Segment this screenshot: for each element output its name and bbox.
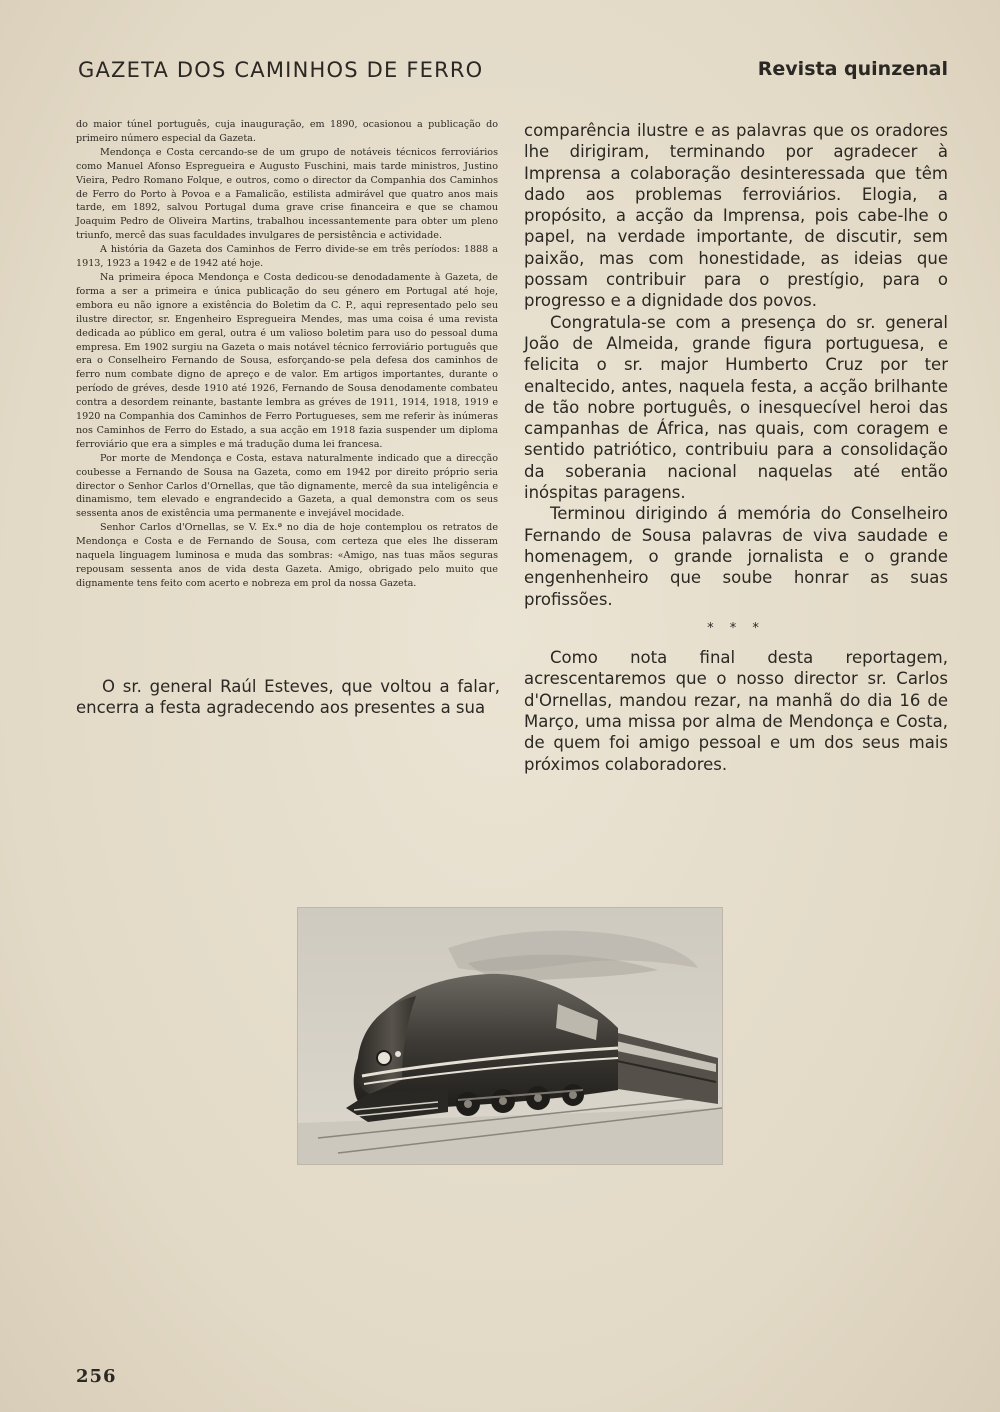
publication-subtitle: Revista quinzenal <box>757 58 948 80</box>
paragraph: Terminou dirigindo á memória do Conselheiro Fernando de Sousa palavras de viva saudade e homenagem, o grande jornalista e o grande engenhenheiro que soube honrar as suas profissões. <box>524 504 948 609</box>
report-column-right <box>524 120 948 775</box>
section-separator: * * * <box>707 620 765 636</box>
paragraph: comparência ilustre e as palavras que os oradores lhe dirigiram, terminando por agradecer à Imprensa a colaboração desinteressada que têm dado aos problemas ferroviários. Elogia, a propósito, a acção da Imprensa, pois cabe-lhe o papel, na verdade importante, de discutir, sem paixão, mas com honestidade, as ideias que possam contribuir para o prestígio, para o progresso e a dignidade dos povos. <box>524 121 948 311</box>
speech-transcript-column <box>76 118 498 591</box>
paragraph: Na primeira época Mendonça e Costa dedicou-se denodadamente à Gazeta, de forma a ser a primeira e única publicação do seu género em Portugal até hoje, embora eu não ignore a existência do Boletim da C. P., aqui representado pelo seu ilustre director, sr. Engenheiro Espregueira Mendes, mas uma coisa é uma revista dedicada ao público em geral, outra é um valioso boletim para uso do pessoal duma empresa. Em 1902 surgiu na Gazeta o mais notável técnico ferroviário português que era o Conselheiro Fernando de Sousa, esforçando-se pela defesa dos caminhos de ferro num combate digno de apreço e de valor. Em artigos importantes, durante o período de gréves, desde 1910 até 1926, Fernando de Sousa denodamente combateu contra a desordem reinante, bastante lembra as gréves de 1911, 1914, 1918, 1919 e 1920 na Companhia dos Caminhos de Ferro Portugueses, sem me referir às inúmeras nos Caminhos de Ferro do Estado, a sua acção em 1918 fazia suspender um diploma ferroviário que era a simples e má tradução duma lei francesa. <box>76 271 498 450</box>
report-column-left <box>76 676 500 718</box>
paragraph: Por morte de Mendonça e Costa, estava naturalmente indicado que a direcção coubesse a Fernando de Sousa na Gazeta, como em 1942 por direito próprio seria director o Senhor Carlos d'Ornellas, que tão dignamente, mercê da sua inteligência e dinamismo, tem elevado e engrandecido a Gazeta, a qual demonstra com os seus sessenta anos de existência uma permanente e invejável mocidade. <box>76 452 498 520</box>
paragraph: Congratula-se com a presença do sr. general João de Almeida, grande figura portuguesa, e felicita o sr. major Humberto Cruz por ter enaltecido, antes, naquela festa, a acção brilhante de tão nobre português, o inesquecível heroi das campanhas de África, nas quais, com coragem e sentido patriótico, contribuiu para a consolidação da soberania nacional naquelas até então inóspitas paragens. <box>524 312 948 503</box>
page-number: 256 <box>76 1366 117 1387</box>
paragraph: Como nota final desta reportagem, acrescentaremos que o nosso director sr. Carlos d'Ornellas, mandou rezar, na manhã do dia 16 de Março, uma missa por alma de Mendonça e Costa, de quem foi amigo pessoal e um dos seus mais próximos colaboradores. <box>524 648 948 774</box>
paragraph: Senhor Carlos d'Ornellas, se V. Ex.ª no dia de hoje contemplou os retratos de Mendonça e Costa e de Fernando de Sousa, com certeza que eles lhe disseram naquela linguagem luminosa e muda das sombras: «Amigo, nas tuas mãos seguras repousam sessenta anos de vida desta Gazeta. Amigo, obrigado pelo muito que dignamente tens feito com acerto e nobreza em prol da nossa Gazeta. <box>76 522 498 589</box>
publication-title: GAZETA DOS CAMINHOS DE FERRO <box>78 58 484 82</box>
paragraph: Mendonça e Costa cercando-se de um grupo de notáveis técnicos ferroviários como Manuel Afonso Espregueira e Augusto Fuschini, mais tarde ministros, Justino Vieira, Pedro Romano Folque, e outros, como o director da Companhia dos Caminhos de Ferro do Porto à Povoa e a Famalicão, estilista admirável que quatro anos mais tarde, em 1892, salvou Portugal duma grave crise financeira e que se chamou Joaquim Pedro de Oliveira Martins, trabalhou incessantemente para obter um pleno triunfo, mercê das suas faculdades invulgares de persistência e actividade. <box>76 146 498 242</box>
locomotive-illustration <box>298 908 722 1164</box>
paragraph: A história da Gazeta dos Caminhos de Ferro divide-se em três períodos: 1888 a 1913, 1923 a 1942 e de 1942 até hoje. <box>76 244 498 270</box>
paragraph: O sr. general Raúl Esteves, que voltou a falar, encerra a festa agradecendo aos presentes a sua <box>76 677 500 717</box>
streamlined-locomotive-illustration-icon <box>298 908 722 1164</box>
paragraph: do maior túnel português, cuja inauguração, em 1890, ocasionou a publicação do primeiro número especial da Gazeta. <box>76 119 498 144</box>
